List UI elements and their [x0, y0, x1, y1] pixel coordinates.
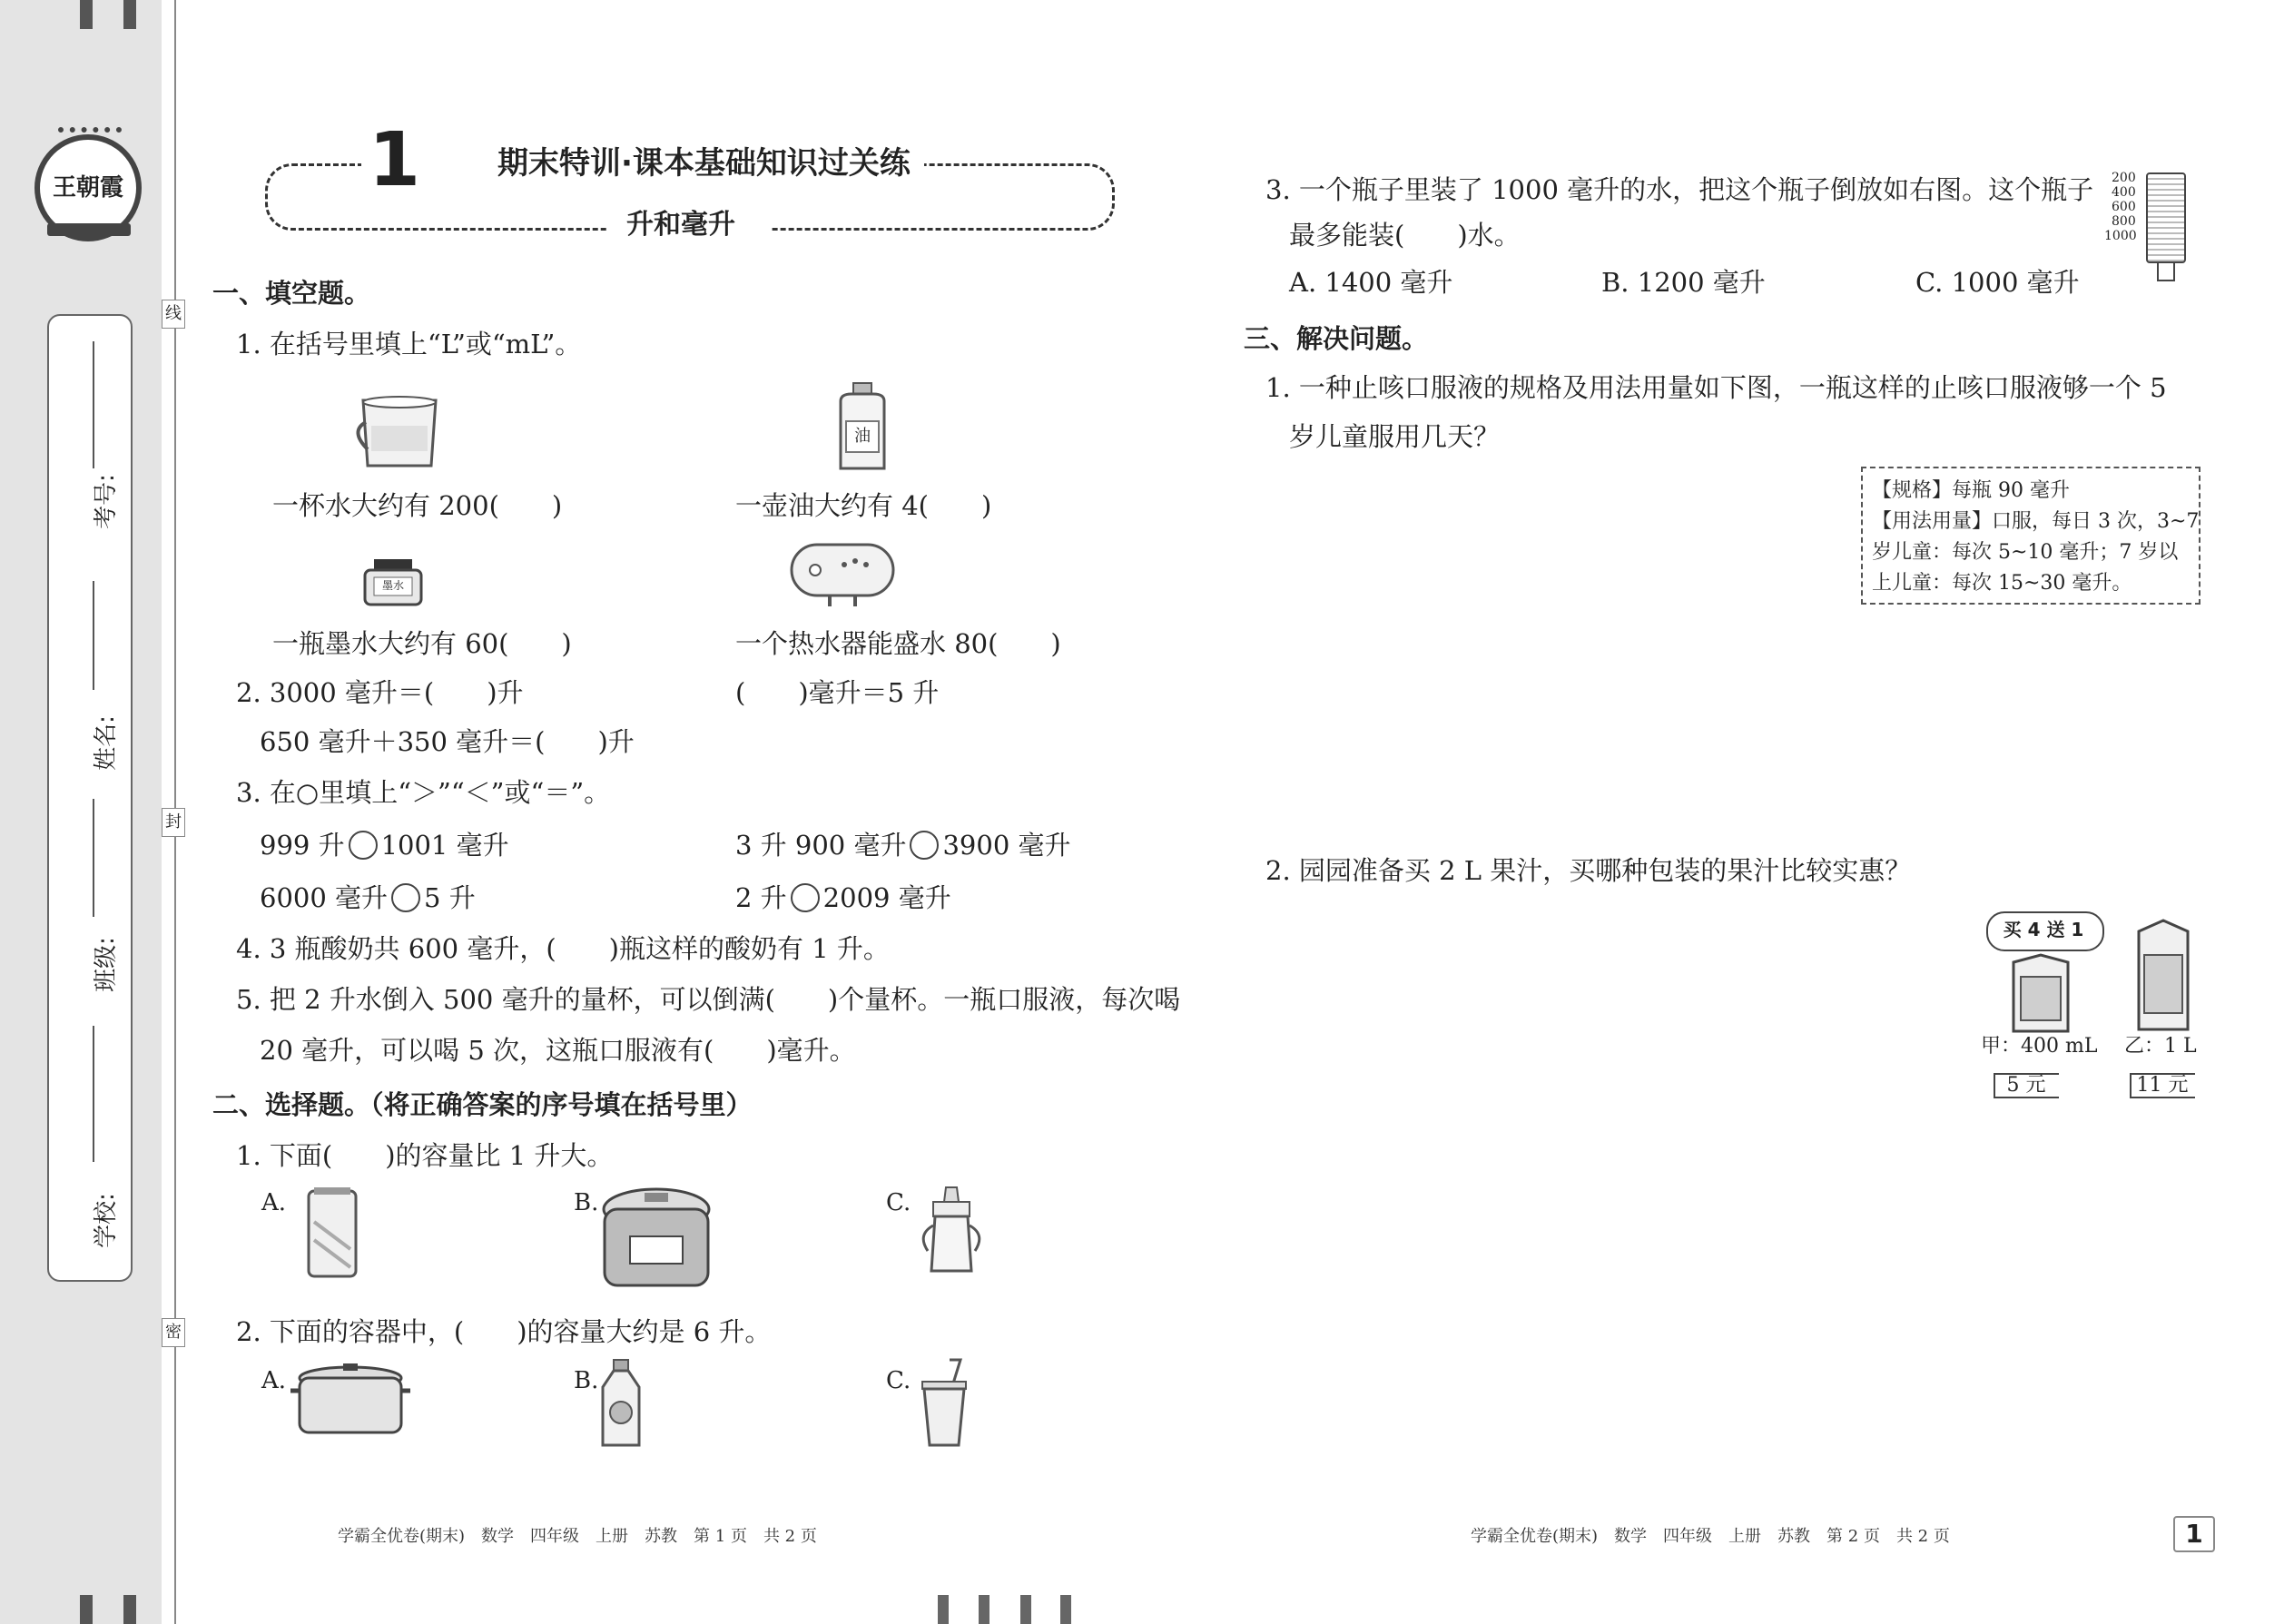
s2-q2-option-b[interactable]: B.	[574, 1367, 599, 1394]
registration-mark	[979, 1595, 989, 1624]
footer-left: 学霸全优卷(期末) 数学 四年级 上册 苏教 第 1 页 共 2 页	[338, 1527, 817, 1546]
q2-line2: 650 毫升＋350 毫升＝( )升	[260, 726, 635, 757]
section-1-heading: 一、填空题。	[212, 278, 371, 309]
bottle-neck	[2157, 263, 2175, 281]
juice-box-small-icon	[2008, 953, 2073, 1033]
scale-label-400: 400	[2112, 185, 2136, 200]
class-label: 班级:	[92, 937, 120, 992]
section-2-heading: 二、选择题。（将正确答案的序号填在括号里）	[212, 1089, 753, 1120]
juice-box-large-icon	[2133, 919, 2193, 1031]
rice-cooker-icon	[599, 1186, 714, 1298]
medicine-spec-box	[1861, 467, 2200, 605]
registration-mark	[1060, 1595, 1071, 1624]
registration-mark	[123, 1595, 136, 1624]
compare-circle[interactable]	[791, 883, 820, 912]
cup-icon	[350, 395, 449, 471]
q1-stem: 1. 在括号里填上“L”或“mL”。	[236, 329, 582, 359]
drink-cup-icon	[917, 1358, 971, 1449]
spec-line-2: 【用法用量】口服，每日 3 次，3~7	[1872, 510, 2200, 533]
binding-mark-secret: 密	[162, 1318, 185, 1347]
product-b-label: 乙：1 L	[2124, 1035, 2197, 1058]
exam-number-label: 考号:	[92, 474, 120, 529]
header-subtitle: 升和毫升	[626, 209, 735, 241]
binding-mark-line: 线	[162, 300, 185, 329]
class-field[interactable]	[69, 799, 120, 1017]
school-field[interactable]	[69, 1026, 120, 1262]
q1-item-water: 一杯水大约有 200( )	[272, 490, 563, 521]
water-heater-icon	[788, 541, 897, 610]
q1-item-ink: 一瓶墨水大约有 60( )	[272, 628, 572, 659]
footer-right: 学霸全优卷(期末) 数学 四年级 上册 苏教 第 2 页 共 2 页	[1471, 1527, 1950, 1546]
product-a-label: 甲：400 mL	[1981, 1035, 2098, 1058]
q3-compare-3: 6000 毫升 5 升	[260, 882, 476, 913]
oil-label: 油	[854, 427, 871, 446]
compare-circle[interactable]	[910, 831, 939, 860]
s2-q3-line2: 最多能装( )水。	[1289, 220, 1521, 251]
scale-label-1000: 1000	[2104, 229, 2137, 243]
product-a-price: 5 元	[2006, 1074, 2046, 1097]
spec-line-4: 上儿童：每次 15~30 毫升。	[1872, 572, 2132, 595]
q3-compare-4: 2 升 2009 毫升	[735, 882, 951, 913]
q1-item-heater: 一个热水器能盛水 80( )	[735, 628, 1061, 659]
compare-circle[interactable]	[391, 883, 420, 912]
binding-mark-seal: 封	[162, 808, 185, 837]
q3-stem: 3. 在○里填上“＞”“＜”或“＝”。	[236, 777, 611, 808]
name-label: 姓名:	[92, 715, 120, 771]
q1-item-oil: 一壶油大约有 4( )	[735, 490, 992, 521]
spec-line-3: 岁儿童：每次 5~10 毫升；7 岁以	[1872, 541, 2179, 564]
s3-q2-stem: 2. 园园准备买 2 L 果汁，买哪种包装的果汁比较实惠？	[1265, 855, 1912, 886]
school-label: 学校:	[92, 1193, 120, 1248]
compare-circle[interactable]	[349, 831, 378, 860]
scale-label-600: 600	[2112, 200, 2136, 214]
logo-text: 王朝霞	[52, 174, 123, 202]
logo-crown-icon	[58, 127, 122, 153]
s2-q1-option-c[interactable]: C.	[886, 1189, 911, 1216]
promo-text: 买 4 送 1	[2003, 919, 2084, 940]
pot-icon	[289, 1360, 412, 1445]
q2-line1b: ( )毫升＝5 升	[735, 677, 940, 708]
s2-q2-option-a[interactable]: A.	[261, 1367, 287, 1394]
registration-mark	[80, 0, 93, 29]
registration-mark	[1020, 1595, 1031, 1624]
q3-compare-2: 3 升 900 毫升 3900 毫升	[735, 830, 1071, 861]
q5-line1: 5. 把 2 升水倒入 500 毫升的量杯，可以倒满( )个量杯。一瓶口服液，每次喝	[236, 984, 1181, 1015]
s2-q3-option-b[interactable]: B. 1200 毫升	[1601, 267, 1766, 298]
s2-q1-option-a[interactable]: A.	[261, 1189, 287, 1216]
s2-q1-option-b[interactable]: B.	[574, 1189, 599, 1216]
registration-mark	[938, 1595, 949, 1624]
page-number: 1	[2185, 1519, 2203, 1549]
can-icon	[305, 1186, 359, 1280]
registration-mark	[80, 1595, 93, 1624]
scale-label-800: 800	[2112, 214, 2136, 229]
q3-compare-1: 999 升 1001 毫升	[260, 830, 509, 861]
milk-bottle-icon	[599, 1358, 643, 1449]
baby-bottle-icon	[915, 1186, 988, 1275]
s3-q1-line2: 岁儿童服用几天？	[1289, 421, 1501, 452]
header-title: 期末特训·课本基础知识过关练	[497, 145, 911, 182]
product-b-price: 11 元	[2136, 1074, 2189, 1097]
s2-q2-stem: 2. 下面的容器中，( )的容量大约是 6 升。	[236, 1316, 772, 1347]
q4-text: 4. 3 瓶酸奶共 600 毫升，( )瓶这样的酸奶有 1 升。	[236, 933, 890, 964]
section-3-heading: 三、解决问题。	[1244, 323, 1429, 354]
s2-q3-option-a[interactable]: A. 1400 毫升	[1289, 267, 1453, 298]
registration-mark	[123, 0, 136, 29]
spec-line-1: 【规格】每瓶 90 毫升	[1872, 479, 2070, 502]
exam-number-field[interactable]	[69, 341, 120, 568]
name-field[interactable]	[69, 581, 120, 790]
q5-line2: 20 毫升，可以喝 5 次，这瓶口服液有( )毫升。	[260, 1035, 856, 1066]
s2-q2-option-c[interactable]: C.	[886, 1367, 911, 1394]
s2-q1-stem: 1. 下面( )的容量比 1 升大。	[236, 1140, 614, 1171]
s2-q3-line1: 3. 一个瓶子里装了 1000 毫升的水，把这个瓶子倒放如右图。这个瓶子	[1265, 174, 2094, 205]
section-number: 1	[369, 117, 421, 203]
logo-ribbon	[47, 223, 131, 236]
inverted-bottle-diagram	[2104, 169, 2186, 287]
scale-label-200: 200	[2112, 171, 2136, 185]
ink-label: 墨水	[381, 579, 404, 592]
q2-line1a: 2. 3000 毫升＝( )升	[236, 677, 524, 708]
bottle-body	[2146, 172, 2186, 263]
s3-q1-line1: 1. 一种止咳口服液的规格及用法用量如下图，一瓶这样的止咳口服液够一个 5	[1265, 372, 2167, 403]
s2-q3-option-c[interactable]: C. 1000 毫升	[1915, 267, 2080, 298]
